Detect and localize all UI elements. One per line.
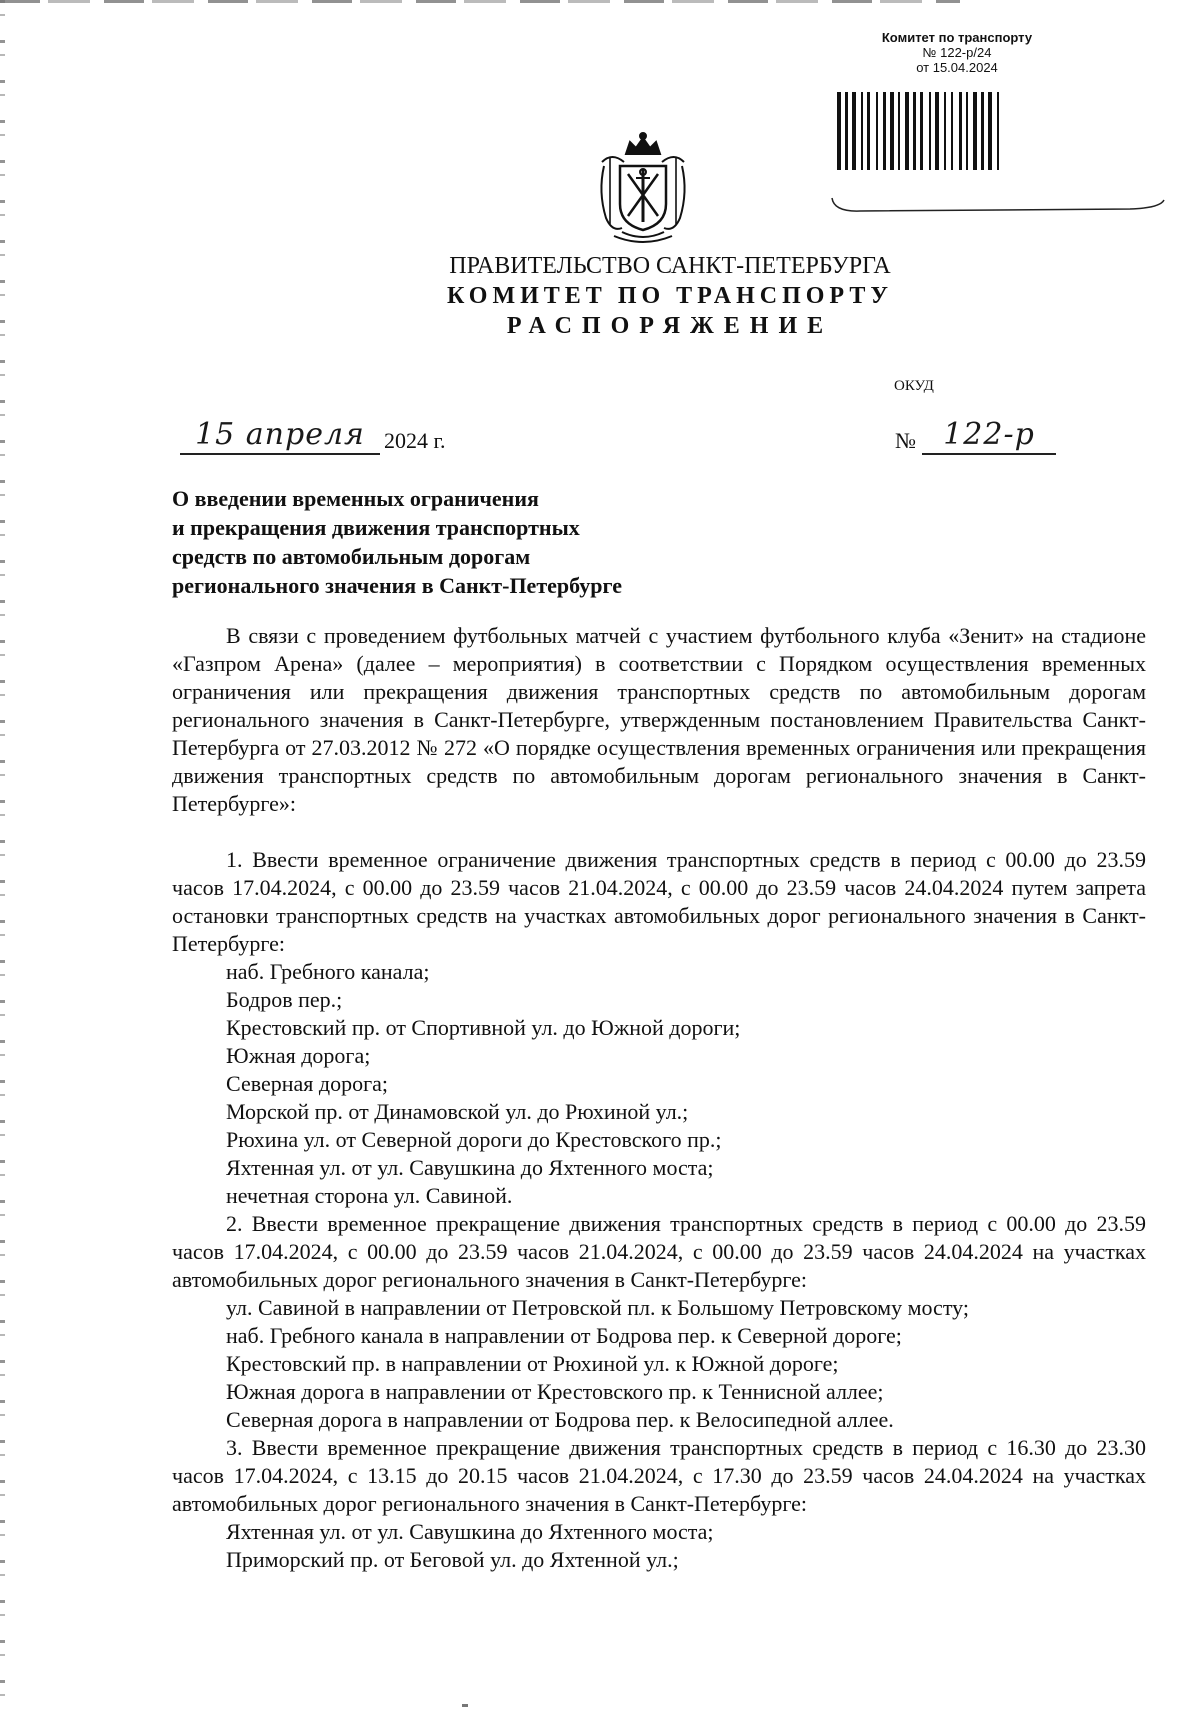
- list-item: Южная дорога в направлении от Крестовского пр. к Теннисной аллее;: [226, 1379, 884, 1404]
- list-item: Яхтенная ул. от ул. Савушкина до Яхтенного моста;: [226, 1155, 714, 1180]
- list-item: Северная дорога;: [226, 1071, 388, 1096]
- item-1-road-list: [172, 958, 1146, 1210]
- coat-of-arms-icon: [592, 132, 694, 248]
- item-3-paragraph: 3. Ввести временное прекращение движения транспортных средств в период с 16.30 до 23.30 часов 17.04.2024, с 13.15 до 20.15 часов 21.04.2024, с 17.30 до 23.59 часов 24.04.2024 на участках автомобильных дорог регионального значения в Санкт-Петербурге:: [172, 1435, 1146, 1516]
- item-2-road-list: [172, 1294, 1146, 1434]
- list-item: Морской пр. от Динамовской ул. до Рюхиной ул.;: [226, 1099, 689, 1124]
- list-item: Рюхина ул. от Северной дороги до Крестовского пр.;: [226, 1127, 722, 1152]
- stamp-reg-date: от 15.04.2024: [916, 60, 998, 75]
- header-doc-type: РАСПОРЯЖЕНИЕ: [506, 313, 834, 339]
- list-item: Крестовский пр. от Спортивной ул. до Южной дороги;: [226, 1015, 741, 1040]
- list-item: нечетная сторона ул. Савиной.: [226, 1183, 513, 1208]
- registration-stamp: [832, 30, 1082, 75]
- title-line: регионального значения в Санкт-Петербурге: [172, 573, 622, 598]
- item-3-road-list: [172, 1518, 1146, 1574]
- preamble-paragraph: В связи с проведением футбольных матчей с участием футбольного клуба «Зенит» на стадионе «Газпром Арена» (далее – мероприятия) в соответствии с Порядком осуществления временных ограничения или прекращения движения транспортных средств по автомобильным дорогам регионального значения в Санкт-Петербурге, утвержденным постановлением Правительства Санкт-Петербурга от 27.03.2012 № 272 «О порядке осуществления временных ограничения или прекращения движения транспортных средств по автомобильным дорогам регионального значения в Санкт-Петербурге»:: [172, 623, 1146, 816]
- stamp-org: Комитет по транспорту: [881, 30, 1033, 45]
- list-item: Бодров пер.;: [226, 987, 343, 1012]
- item-1-paragraph: 1. Ввести временное ограничение движения транспортных средств в период с 00.00 до 23.59 часов 17.04.2024, с 00.00 до 23.59 часов 21.04.2024, с 00.00 до 23.59 часов 24.04.2024 путем запрета остановки транспортных средств на участках автомобильных дорог регионального значения в Санкт-Петербурге:: [172, 847, 1146, 956]
- header-government: ПРАВИТЕЛЬСТВО САНКТ-ПЕТЕРБУРГА: [449, 253, 891, 279]
- document-body: [172, 622, 1146, 1574]
- list-item: Северная дорога в направлении от Бодрова пер. к Велосипедной аллее.: [226, 1407, 894, 1432]
- header-committee: КОМИТЕТ ПО ТРАНСПОРТУ: [447, 283, 893, 309]
- list-item: Крестовский пр. в направлении от Рюхиной ул. к Южной дороге;: [226, 1351, 839, 1376]
- document-title: [172, 484, 732, 600]
- handwritten-date: 15 апреля: [180, 417, 380, 455]
- item-2-paragraph: 2. Ввести временное прекращение движения транспортных средств в период с 00.00 до 23.59 часов 17.04.2024, с 00.00 до 23.59 часов 21.04.2024, с 00.00 до 23.59 часов 24.04.2024 на участках автомобильных дорог регионального значения в Санкт-Петербурге:: [172, 1211, 1146, 1292]
- title-line: О введении временных ограничения: [172, 486, 539, 511]
- stamp-underline: [830, 196, 1166, 214]
- stamp-reg-number: № 122-р/24: [922, 45, 992, 60]
- number-label: №: [895, 428, 916, 453]
- handwritten-number: 122-р: [922, 417, 1056, 455]
- title-line: средств по автомобильным дорогам: [172, 544, 531, 569]
- list-item: Яхтенная ул. от ул. Савушкина до Яхтенного моста;: [226, 1519, 714, 1544]
- title-line: и прекращения движения транспортных: [172, 515, 580, 540]
- barcode-icon: [835, 92, 1077, 170]
- date-year: 2024 г.: [384, 428, 446, 453]
- list-item: Приморский пр. от Беговой ул. до Яхтенной ул.;: [226, 1547, 679, 1572]
- list-item: Южная дорога;: [226, 1043, 371, 1068]
- scan-dot-artifact: [462, 1704, 468, 1707]
- list-item: наб. Гребного канала в направлении от Бодрова пер. к Северной дороге;: [226, 1323, 902, 1348]
- okud-label: ОКУД: [894, 378, 934, 394]
- scan-top-artifact: [0, 0, 960, 3]
- list-item: ул. Савиной в направлении от Петровской пл. к Большому Петровскому мосту;: [226, 1295, 969, 1320]
- list-item: наб. Гребного канала;: [226, 959, 430, 984]
